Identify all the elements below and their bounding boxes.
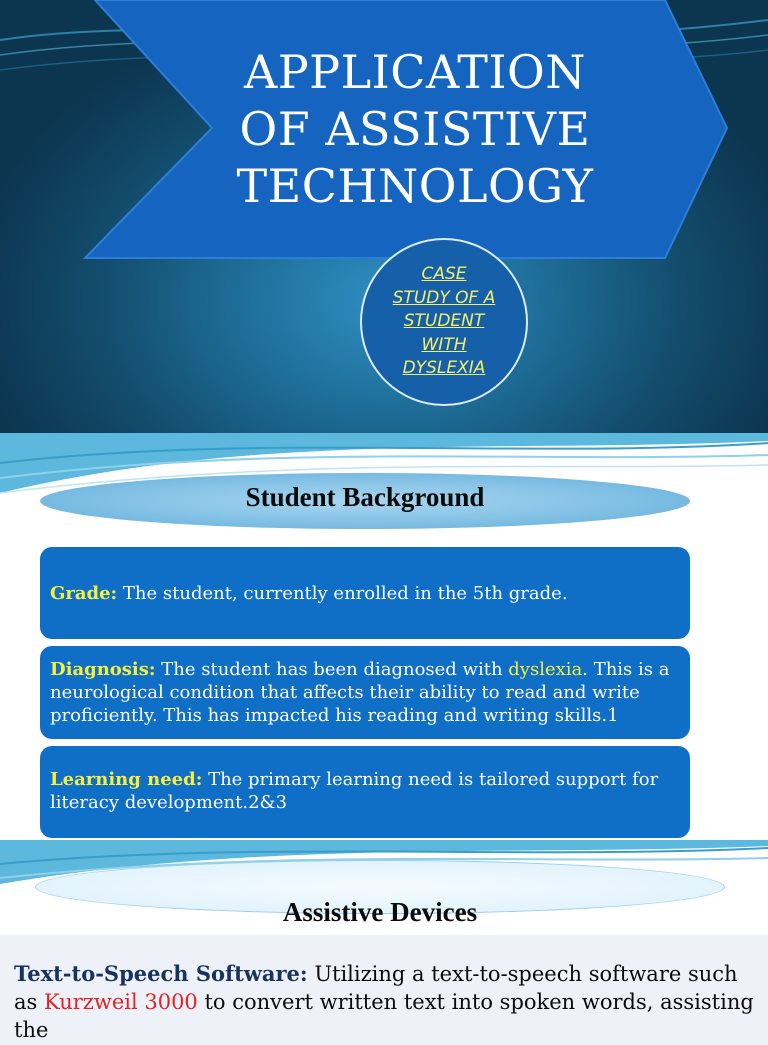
title-line: TECHNOLOGY bbox=[236, 159, 594, 213]
title-line: APPLICATION bbox=[243, 45, 587, 99]
tts-paragraph bbox=[14, 960, 759, 1044]
subtitle-line: DYSLEXIA bbox=[402, 358, 486, 378]
subtitle-line: WITH bbox=[421, 334, 467, 355]
subtitle-line: STUDENT bbox=[403, 311, 485, 331]
grade-box bbox=[40, 547, 690, 639]
grade-label: Grade: bbox=[50, 583, 118, 604]
diagnosis-highlight: dyslexia bbox=[508, 659, 583, 680]
diagnosis-text: The student has been diagnosed with bbox=[155, 659, 509, 680]
diagnosis-text-rest: . This is a neurological condition that affects their ability to read and write proficiently. This has impacted his reading and writing skills.1 bbox=[50, 659, 670, 726]
subtitle-link[interactable] bbox=[377, 263, 511, 381]
diagnosis-box bbox=[40, 646, 690, 739]
subtitle-line: STUDY OF A bbox=[392, 287, 496, 308]
tts-text: Utilizing a text-to-speech software such as bbox=[14, 962, 738, 1014]
tts-text-rest: to convert written text into spoken words, assisting the bbox=[14, 990, 754, 1042]
title-line: OF ASSISTIVE bbox=[239, 102, 591, 156]
title-slide bbox=[0, 0, 768, 433]
learning-need-text: The primary learning need is tailored support for literacy development.2&3 bbox=[50, 769, 659, 813]
grade-text: The student, currently enrolled in the 5th grade. bbox=[117, 583, 568, 604]
learning-need-label: Learning need: bbox=[50, 769, 203, 790]
section-title: Assistive Devices bbox=[282, 897, 478, 927]
tts-label: Text-to-Speech Software: bbox=[14, 961, 308, 986]
section-title: Student Background bbox=[245, 482, 485, 512]
subtitle-line: CASE bbox=[421, 264, 467, 284]
presentation-title bbox=[190, 44, 640, 215]
learning-need-box bbox=[40, 746, 690, 838]
assistive-devices-slide bbox=[0, 840, 768, 1042]
tts-highlight: Kurzweil 3000 bbox=[43, 990, 198, 1014]
diagnosis-label: Diagnosis: bbox=[50, 659, 156, 680]
student-background-slide bbox=[0, 433, 768, 840]
